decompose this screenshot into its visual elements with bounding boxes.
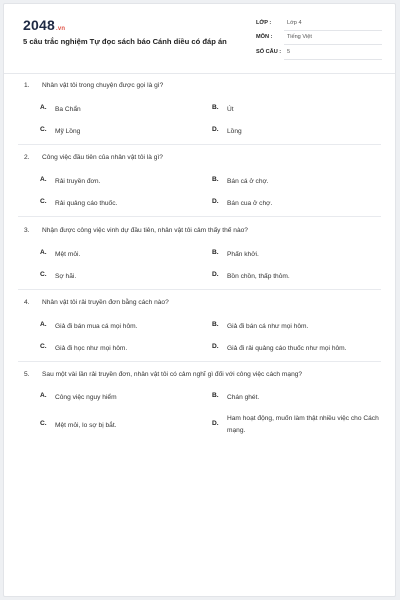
site-logo[interactable] — [23, 17, 65, 33]
option-letter: C. — [40, 198, 47, 205]
option-text: Bồn chồn, thấp thỏm. — [227, 273, 290, 280]
option-text: Giả đi rải quảng cáo thuốc như mọi hôm. — [227, 345, 347, 352]
option-text: Bán cá ở chợ. — [227, 178, 269, 185]
meta-underline — [284, 44, 382, 45]
logo-suffix: .vn — [55, 26, 66, 32]
meta-value: 5 — [287, 49, 291, 55]
option-text: Sợ hãi. — [55, 273, 77, 280]
question-text — [24, 371, 302, 378]
meta-label: SỐ CÂU : — [256, 49, 282, 55]
question-divider — [18, 361, 381, 362]
question-text — [24, 154, 163, 161]
question-divider — [18, 216, 381, 217]
option-letter: B. — [212, 249, 219, 256]
option-letter: C. — [40, 420, 47, 427]
option-letter: A. — [40, 321, 47, 328]
option-text: Phấn khởi. — [227, 251, 259, 258]
option-letter: D. — [212, 126, 219, 133]
option-letter: D. — [212, 271, 219, 278]
option-letter: A. — [40, 249, 47, 256]
question-number: 5. — [24, 371, 30, 378]
meta-question-count — [256, 46, 382, 60]
question-text — [24, 227, 248, 234]
quiz-sheet — [3, 3, 396, 597]
option-text: Rải truyền đơn. — [55, 178, 101, 185]
option-text: Rải quảng cáo thuốc. — [55, 200, 118, 207]
option-letter: B. — [212, 176, 219, 183]
option-text: Công việc nguy hiểm — [55, 394, 117, 401]
sheet-header — [4, 4, 395, 74]
option-letter: A. — [40, 176, 47, 183]
option-text: Giả đi bán cá như mọi hôm. — [227, 323, 309, 330]
option-letter: B. — [212, 321, 219, 328]
option-letter: C. — [40, 271, 47, 278]
meta-label: MÔN : — [256, 34, 273, 40]
option-text: Giả đi học như mọi hôm. — [55, 345, 128, 352]
option-text: Ham hoạt động, muốn làm thật nhiều việc cho Cách mạng. — [227, 415, 379, 434]
question-number: 4. — [24, 299, 30, 306]
option-letter: D. — [212, 198, 219, 205]
option-text: Mỹ Lồng — [55, 128, 81, 135]
question-divider — [18, 289, 381, 290]
logo-text: 2048 — [23, 17, 55, 33]
question-divider — [18, 144, 381, 145]
meta-class — [256, 17, 382, 31]
option-text: Mệt mỏi, lo sợ bị bắt. — [55, 422, 117, 429]
option-letter: C. — [40, 126, 47, 133]
option-text: Chán ghét. — [227, 394, 260, 401]
meta-value: Lớp 4 — [287, 20, 302, 26]
option-text: Bán cua ở chợ. — [227, 200, 273, 207]
option-text: Út — [227, 106, 234, 113]
question-prompt: Nhân vật tôi rải truyền đơn bằng cách nào? — [42, 299, 169, 306]
option-letter: A. — [40, 104, 47, 111]
meta-underline — [284, 59, 382, 60]
question-prompt: Nhân vật tôi trong chuyện được gọi là gì? — [42, 82, 164, 89]
option-letter: D. — [212, 343, 219, 350]
question-number: 2. — [24, 154, 30, 161]
meta-subject — [256, 31, 382, 45]
meta-label: LỚP : — [256, 20, 272, 26]
option-letter: A. — [40, 392, 47, 399]
question-prompt: Sau một vài lần rải truyền đơn, nhân vật tôi có cảm nghĩ gì đối với công việc cách mạng? — [42, 371, 303, 378]
option-text: Mệt mỏi. — [55, 251, 81, 258]
question-number: 1. — [24, 82, 30, 89]
question-prompt: Công việc đầu tiên của nhân vật tôi là gì? — [42, 154, 163, 161]
option-letter: C. — [40, 343, 47, 350]
option-text: Giả đi bán mua cá mọi hôm. — [55, 323, 138, 330]
option-letter: B. — [212, 392, 219, 399]
option-text: Ba Chẩn — [55, 106, 81, 113]
option-letter: B. — [212, 104, 219, 111]
question-text — [24, 82, 163, 89]
question-number: 3. — [24, 227, 30, 234]
question-prompt: Nhận được công việc vinh dự đầu tiên, nhân vật tôi cảm thấy thế nào? — [42, 227, 248, 234]
option-text: Lồng — [227, 128, 242, 135]
quiz-title: 5 câu trắc nghiệm Tự đọc sách báo Cánh diều có đáp án — [23, 37, 227, 46]
meta-value: Tiếng Việt — [287, 34, 312, 40]
option-letter: D. — [212, 420, 219, 427]
question-text — [24, 299, 169, 306]
